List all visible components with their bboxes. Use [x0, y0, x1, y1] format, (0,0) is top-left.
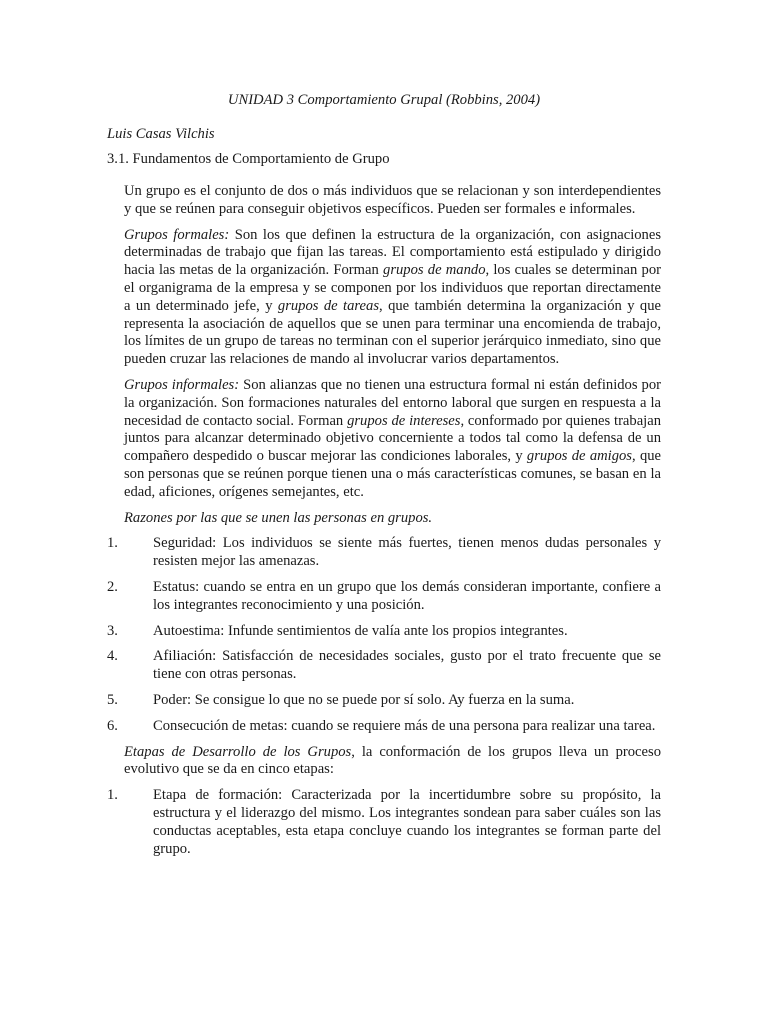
list-item: 2. Estatus: cuando se entra en un grupo que los demás consideran importante, confiere a los integrantes reconocimiento y una posición. [107, 578, 661, 613]
stages-list [107, 787, 661, 858]
reasons-list [107, 535, 661, 735]
document-body [107, 183, 662, 866]
paragraph-informal-groups: Grupos informales: Son alianzas que no tienen una estructura formal ni están definidos por la organización. Son formaciones naturales del entorno laboral que surgen en respuesta a la necesidad de contacto social. Forman grupos de intereses, conformado por quienes trabajan juntos para alcanzar determinado objetivo concerniente a todos tal como la defensa de un compañero despedido o buscar mejorar las condiciones laborales, y grupos de amigos, que son personas que se reúnen porque tienen una o más características comunes, se basan en la edad, aficiones, orígenes semejantes, etc. [124, 376, 662, 500]
paragraph-formal-groups: Grupos formales: Son los que definen la estructura de la organización, con asignaciones determinadas de trabajo que fijan las tareas. El comportamiento está estipulado y dirigido hacia las metas de la organización. Forman grupos de mando, los cuales se determinan por el organigrama de la empresa y se componen por los individuos que reportan directamente a un determinado jefe, y grupos de tareas, que también determina la organización y que representa la asociación de aquellos que se unen para terminar una encomienda de trabajo, los límites de un grupo de tareas no terminan con el superior jerárquico inmediato, sino que pueden cruzar las relaciones de mando al involucrar varios departamentos. [124, 226, 662, 368]
term-stages: Etapas de Desarrollo de los Grupos [124, 743, 352, 760]
author-name: Luis Casas Vilchis [107, 126, 215, 142]
section-heading: 3.1. Fundamentos de Comportamiento de Grupo [107, 151, 390, 167]
list-item: 3. Autoestima: Infunde sentimientos de valía ante los propios integrantes. [107, 622, 568, 639]
list-item: 4. Afiliación: Satisfacción de necesidades sociales, gusto por el trato frecuente que se tiene con otras personas. [107, 648, 661, 683]
list-item: 1. Seguridad: Los individuos se siente más fuertes, tienen menos dudas personales y resisten mejor las amenazas. [107, 535, 661, 570]
list-item: 6. Consecución de metas: cuando se requiere más de una persona para realizar una tarea. [107, 717, 656, 734]
term-formal-groups: Grupos formales: [124, 226, 230, 243]
document-title: UNIDAD 3 Comportamiento Grupal (Robbins, 2004) [227, 92, 541, 108]
list-item: 1. Etapa de formación: Caracterizada por la incertidumbre sobre su propósito, la estructura y el liderazgo del mismo. Los integrantes sondean para saber cuáles son las conductas aceptables, esta etapa concluye cuando los integrantes se forman parte del grupo. [107, 787, 661, 857]
paragraph-intro: Un grupo es el conjunto de dos o más individuos que se relacionan y son interdependientes y que se reúnen para conseguir objetivos específicos. Pueden ser formales e informales. [124, 183, 661, 217]
paragraph-stages-intro: Etapas de Desarrollo de los Grupos, la conformación de los grupos lleva un proceso evolutivo que se da en cinco etapas: [124, 743, 661, 778]
term-informal-groups: Grupos informales: [124, 376, 240, 393]
reasons-heading: Razones por las que se unen las personas en grupos. [124, 509, 433, 526]
list-item: 5. Poder: Se consigue lo que no se puede por sí solo. Ay fuerza en la suma. [107, 691, 575, 708]
